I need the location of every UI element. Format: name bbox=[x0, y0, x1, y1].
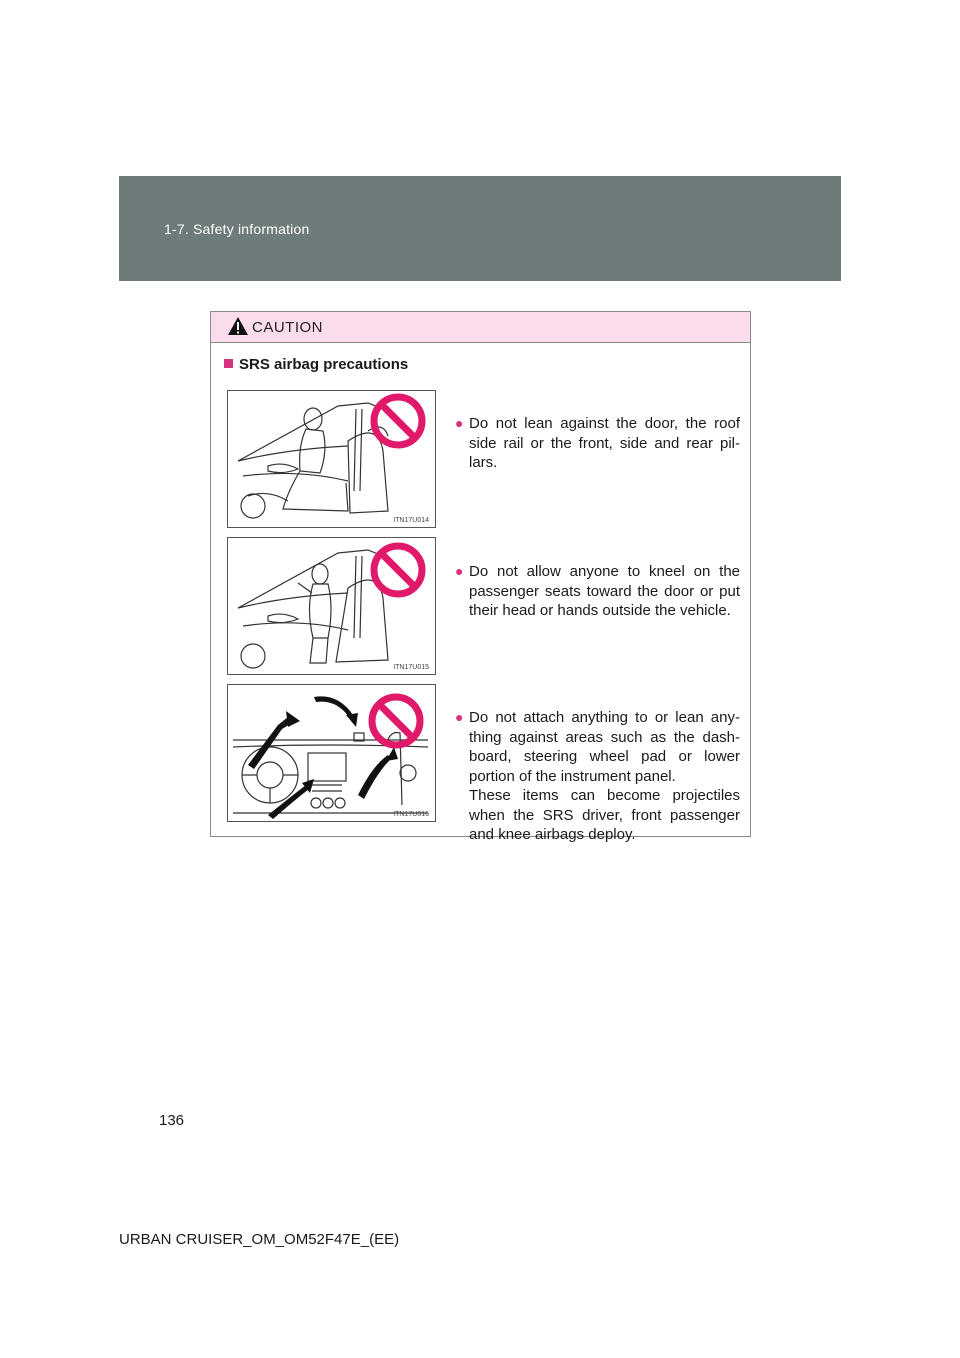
bullet-icon: ● bbox=[455, 709, 464, 725]
illustration-code: ITN17U015 bbox=[393, 664, 429, 671]
illustration-dashboard-drawing bbox=[228, 685, 435, 821]
prohibited-icon bbox=[374, 546, 422, 594]
caution-header bbox=[211, 312, 750, 343]
illustration-kneel-seat-drawing bbox=[228, 538, 435, 674]
caution-item-text: Do not attach anything to or lean any-thing against areas such as the dash-board, steering wheel pad or lower portion of the instrument panel. bbox=[469, 709, 740, 785]
bullet-icon: ● bbox=[455, 563, 464, 579]
illustration-lean-door-drawing bbox=[228, 391, 435, 527]
prohibited-icon bbox=[372, 697, 420, 745]
illustration-kneel-seat bbox=[227, 537, 436, 675]
subsection-title: SRS airbag precautions bbox=[239, 356, 409, 373]
caution-label: CAUTION bbox=[252, 319, 323, 336]
caution-item bbox=[455, 562, 740, 621]
caution-box bbox=[210, 311, 751, 843]
document-id: URBAN CRUISER_OM_OM52F47E_(EE) bbox=[119, 1231, 400, 1248]
caution-item-text: Do not allow anyone to kneel on the passenger seats toward the door or put their head or hands outside the vehicle. bbox=[469, 563, 740, 619]
bullet-icon: ● bbox=[455, 415, 464, 431]
illustration-code: ITN17U016 bbox=[393, 811, 429, 818]
caution-item-note: These items can become projectiles when the SRS driver, front passenger and knee airbags deploy. bbox=[469, 787, 740, 843]
warning-triangle-icon bbox=[227, 316, 249, 336]
subsection-heading bbox=[224, 356, 408, 373]
section-title: 1-7. Safety information bbox=[164, 221, 310, 237]
illustration-lean-door bbox=[227, 390, 436, 528]
caution-item bbox=[455, 708, 740, 845]
illustration-code: ITN17U014 bbox=[393, 517, 429, 524]
caution-item bbox=[455, 414, 740, 473]
prohibited-icon bbox=[374, 397, 422, 445]
square-bullet-icon bbox=[224, 359, 233, 368]
illustration-dashboard bbox=[227, 684, 436, 822]
page-number: 136 bbox=[159, 1112, 185, 1129]
caution-item-text: Do not lean against the door, the roof side rail or the front, side and rear pil-lars. bbox=[469, 415, 740, 471]
